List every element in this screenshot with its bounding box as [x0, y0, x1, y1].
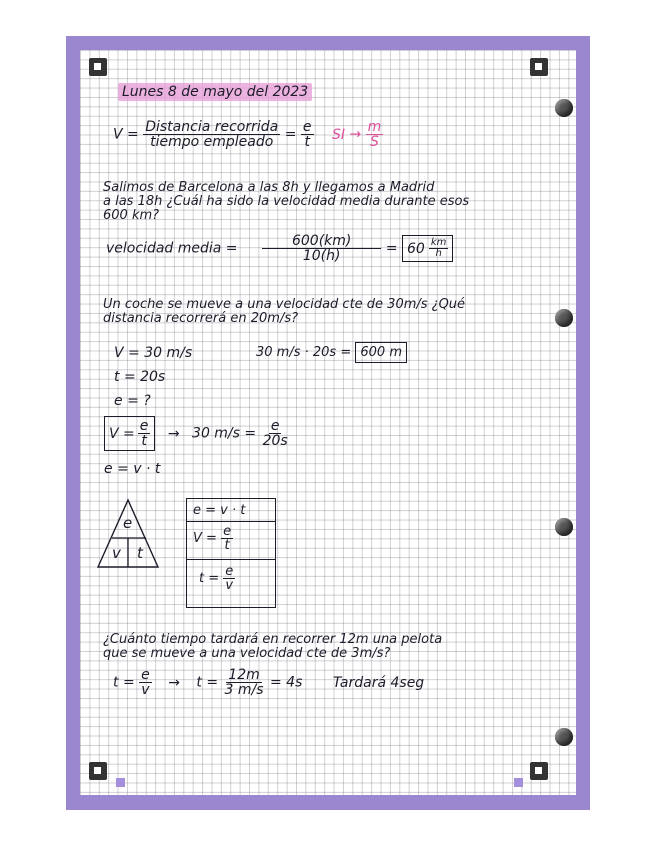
boxed-v-label: V = [109, 425, 135, 442]
formula-box-row1: e = v · t [193, 503, 246, 518]
row3-fraction [223, 565, 235, 592]
problem2-sub-fraction [261, 419, 290, 448]
problem3-sub-den: 3 m/s [224, 682, 264, 698]
formula-short-den: t [304, 134, 310, 150]
triangle-left-v: v [112, 544, 121, 562]
problem2-sub-lhs: 30 m/s = [192, 425, 257, 442]
problem3-sub-fraction [223, 668, 266, 697]
boxed-v-formula [104, 416, 155, 451]
formula-v: V = [113, 126, 139, 143]
formula-short-num: e [302, 119, 312, 135]
si-unit-num: m [367, 119, 382, 135]
formula-denominator: tiempo empleado [150, 134, 274, 150]
triangle-top-e: e [123, 514, 133, 532]
problem1-num: 600(km) [262, 234, 381, 249]
problem2-result-box: 600 m [355, 342, 407, 363]
punch-hole [555, 99, 573, 117]
formula-box-row3 [199, 565, 235, 592]
result-unit-num: km [430, 237, 447, 248]
problem2-calc [256, 346, 407, 359]
problem3-t-lhs: t = [113, 674, 135, 691]
problem2-t-data: t = 20s [114, 369, 166, 385]
velocity-formula [113, 120, 383, 149]
problem3-result: = 4s [269, 674, 303, 691]
result-unit-den: h [435, 248, 442, 259]
date-heading [118, 85, 312, 99]
corner-mark-icon [89, 762, 107, 780]
problem2-line2: distancia recorrerá en 20m/s? [103, 311, 298, 326]
problem3-t-fraction [139, 668, 152, 697]
problem3-answer: Tardará 4seg [332, 674, 425, 691]
boxed-den: t [141, 433, 147, 449]
formula-fraction [143, 120, 280, 149]
problem2-e-data: e = ? [114, 393, 151, 409]
triangle-right-t: t [137, 544, 143, 562]
boxed-v-fraction [138, 419, 151, 448]
formula-short-fraction [301, 120, 314, 149]
problem3-sub-lhs: t = [196, 674, 219, 691]
problem3-t-den: v [141, 682, 150, 698]
corner-mark-icon [530, 762, 548, 780]
si-unit-fraction [366, 120, 384, 149]
date-text: Lunes 8 de mayo del 2023 [118, 83, 312, 101]
row2-num: e [223, 524, 232, 539]
punch-hole [555, 309, 573, 327]
avg-velocity-label: velocidad media = [106, 240, 238, 257]
corner-square-icon [116, 778, 125, 787]
problem1-calculation [106, 234, 453, 263]
formula-box-divider [187, 559, 275, 560]
row2-den: t [224, 538, 230, 553]
problem1-result-box [402, 235, 453, 262]
boxed-num: e [139, 418, 149, 434]
problem3-arrow-icon: → [168, 674, 180, 691]
row2-fraction [221, 525, 233, 552]
corner-mark-icon [530, 58, 548, 76]
problem1-fraction [262, 234, 381, 263]
formula-box-row2 [193, 525, 233, 552]
problem3-solution [113, 668, 424, 697]
punch-hole [555, 728, 573, 746]
row2-lhs: V = [193, 531, 217, 546]
problem1-result-unit [429, 238, 449, 259]
problem3-t-num: e [141, 667, 150, 683]
problem2-sub-den: 20s [262, 433, 288, 449]
problem3-sub-num: 12m [228, 667, 260, 683]
problem2-line1: Un coche se mueve a una velocidad cte de 30m/s ¿Qué [103, 297, 466, 312]
problem1-result: 60 [407, 240, 425, 257]
problem1-line2: a las 18h ¿Cuál ha sido la velocidad media durante esos [103, 194, 470, 209]
problem1-den: 10(h) [302, 248, 341, 264]
problem2-v-data: V = 30 m/s [114, 345, 193, 361]
corner-mark-icon [89, 58, 107, 76]
formula-box-divider [187, 521, 275, 522]
problem2-calc-text: 30 m/s · 20s = [256, 345, 352, 360]
punch-hole [555, 518, 573, 536]
formula-summary-box [186, 498, 276, 608]
problem1-line3: 600 km? [103, 208, 160, 223]
si-unit-den: S [370, 134, 379, 150]
row3-den: v [225, 578, 234, 593]
problem2-boxed-formula [104, 416, 290, 451]
formula-equals: = [284, 126, 297, 143]
problem2-sub-num: e [270, 418, 280, 434]
problem1-equals: = [385, 240, 398, 257]
formula-numerator: Distancia recorrida [145, 119, 279, 135]
corner-square-icon [514, 778, 523, 787]
row3-num: e [225, 564, 234, 579]
e-formula: e = v · t [104, 461, 161, 477]
si-label: SI [331, 126, 345, 143]
problem3-line2: que se mueve a una velocidad cte de 3m/s? [103, 646, 391, 661]
problem3-line1: ¿Cuánto tiempo tardará en recorrer 12m una pelota [103, 632, 443, 647]
si-arrow-icon: → [349, 126, 362, 143]
row3-lhs: t = [199, 571, 220, 586]
problem2-arrow-icon: → [167, 425, 180, 442]
problem1-line1: Salimos de Barcelona a las 8h y llegamos a Madrid [103, 180, 435, 195]
